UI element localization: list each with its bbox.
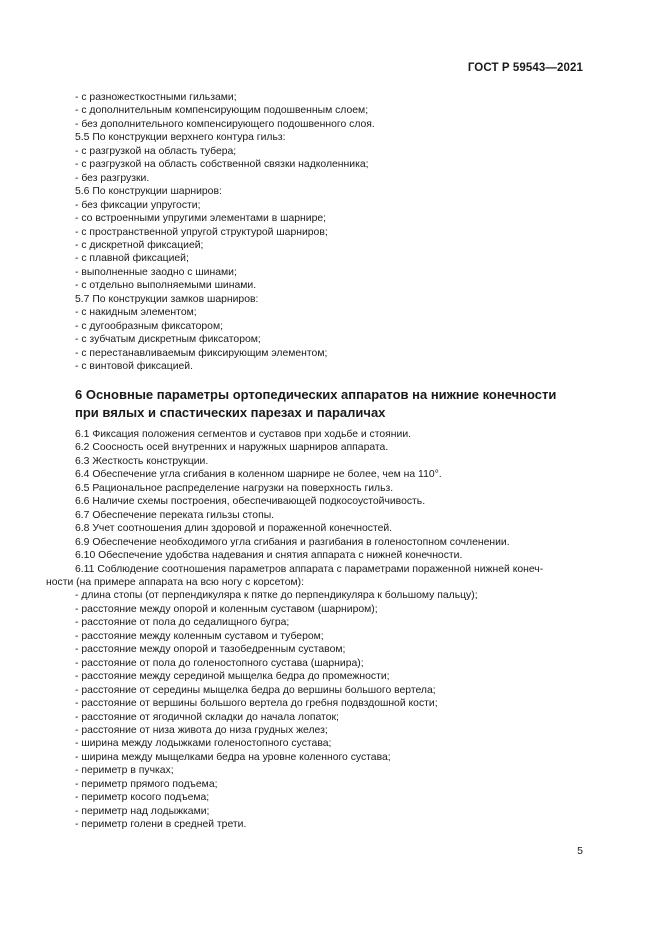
list-item: 5.7 По конструкции замков шарниров:: [75, 293, 259, 305]
list-item: - с перестанавливаемым фиксирующим элементом;: [75, 347, 328, 359]
list-item: - расстояние между опорой и тазобедренным суставом;: [75, 644, 346, 656]
list-item: - без фиксации упругости;: [75, 199, 201, 211]
list-item: - с зубчатым дискретным фиксатором;: [75, 334, 261, 346]
list-item: 6.8 Учет соотношения длин здоровой и пораженной конечностей.: [75, 523, 393, 535]
list-item-continuation: ности (на примере аппарата на всю ногу с корсетом):: [46, 576, 304, 588]
list-item: 6.9 Обеспечение необходимого угла сгибания и разгибания в голеностопном сочленении.: [75, 536, 510, 548]
document-number: ГОСТ Р 59543—2021: [467, 62, 583, 74]
list-item: - расстояние от вершины большого вертела до гребня подвздошной кости;: [75, 698, 438, 710]
list-item: - ширина между мыщелками бедра на уровне коленного сустава;: [75, 751, 391, 763]
list-item: 6.3 Жесткость конструкции.: [75, 455, 209, 467]
list-item: - расстояние от пола до седалищного бугра;: [75, 617, 290, 629]
list-item: 6.5 Рациональное распределение нагрузки на поверхность гильз.: [75, 482, 394, 494]
page-number: 5: [577, 845, 583, 857]
list-item: - расстояние между коленным суставом и тубером;: [75, 630, 324, 642]
list-item: 6.10 Обеспечение удобства надевания и снятия аппарата с нижней конечности.: [75, 550, 463, 562]
list-item: - с разгрузкой на область тубера;: [75, 145, 237, 157]
list-item: - с накидным элементом;: [75, 307, 197, 319]
list-item: 6.2 Соосность осей внутренних и наружных шарниров аппарата.: [75, 442, 389, 454]
list-item: - без разгрузки.: [75, 172, 150, 184]
list-item: - ширина между лодыжками голеностопного сустава;: [75, 738, 332, 750]
list-item: - периметр прямого подъема;: [75, 778, 218, 790]
list-item: - расстояние между серединой мыщелка бедра до промежности;: [75, 671, 390, 683]
list-item: 6.7 Обеспечение переката гильзы стопы.: [75, 509, 275, 521]
list-item: - с дискретной фиксацией;: [75, 239, 204, 251]
list-item: - периметр над лодыжками;: [75, 805, 210, 817]
list-item: 5.5 По конструкции верхнего контура гильз:: [75, 132, 286, 144]
list-item: - с плавной фиксацией;: [75, 253, 189, 265]
list-item: - расстояние от низа живота до низа грудных желез;: [75, 724, 328, 736]
parameters-list: [0, 428, 661, 832]
list-item: - без дополнительного компенсирующего подошвенного слоя.: [75, 118, 375, 130]
list-item: - периметр косого подъема;: [75, 792, 210, 804]
list-item: - с разгрузкой на область собственной связки надколенника;: [75, 159, 369, 171]
list-item: 6.4 Обеспечение угла сгибания в коленном шарнире не более, чем на 110°.: [75, 469, 442, 481]
list-item: - расстояние от середины мыщелка бедра до вершины большого вертела;: [75, 684, 436, 696]
list-item: - с дугообразным фиксатором;: [75, 320, 223, 332]
list-item: - с пространственной упругой структурой шарниров;: [75, 226, 328, 238]
list-item: 6.11 Соблюдение соотношения параметров аппарата с параметрами пораженной нижней конеч-: [75, 563, 544, 575]
list-item: - выполненные заодно с шинами;: [75, 266, 237, 278]
section-heading: [75, 386, 595, 422]
list-item: 5.6 По конструкции шарниров:: [75, 186, 222, 198]
list-item: - с винтовой фиксацией.: [75, 361, 194, 373]
classification-list: [0, 91, 661, 374]
list-item: - расстояние от ягодичной складки до начала лопаток;: [75, 711, 339, 723]
section-heading-line: при вялых и спастических парезах и параличах: [75, 405, 386, 420]
list-item: - с разножесткостными гильзами;: [75, 92, 237, 103]
list-item: - периметр голени в средней трети.: [75, 819, 247, 831]
list-item: - расстояние от пола до голеностопного сустава (шарнира);: [75, 657, 364, 669]
list-item: 6.6 Наличие схемы построения, обеспечивающей подкосоустойчивость.: [75, 496, 426, 508]
list-item: - расстояние между опорой и коленным суставом (шарниром);: [75, 603, 378, 615]
list-item: 6.1 Фиксация положения сегментов и суставов при ходьбе и стоянии.: [75, 429, 412, 440]
list-item: - длина стопы (от перпендикуляра к пятке до перпендикуляра к большому пальцу);: [75, 590, 478, 602]
list-item: - со встроенными упругими элементами в шарнире;: [75, 213, 327, 225]
section-heading-line: 6 Основные параметры ортопедических аппаратов на нижние конечности: [75, 387, 557, 402]
list-item: - с отдельно выполняемыми шинами.: [75, 280, 257, 292]
list-item: - с дополнительным компенсирующим подошвенным слоем;: [75, 105, 369, 117]
list-item: - периметр в пучках;: [75, 765, 174, 777]
